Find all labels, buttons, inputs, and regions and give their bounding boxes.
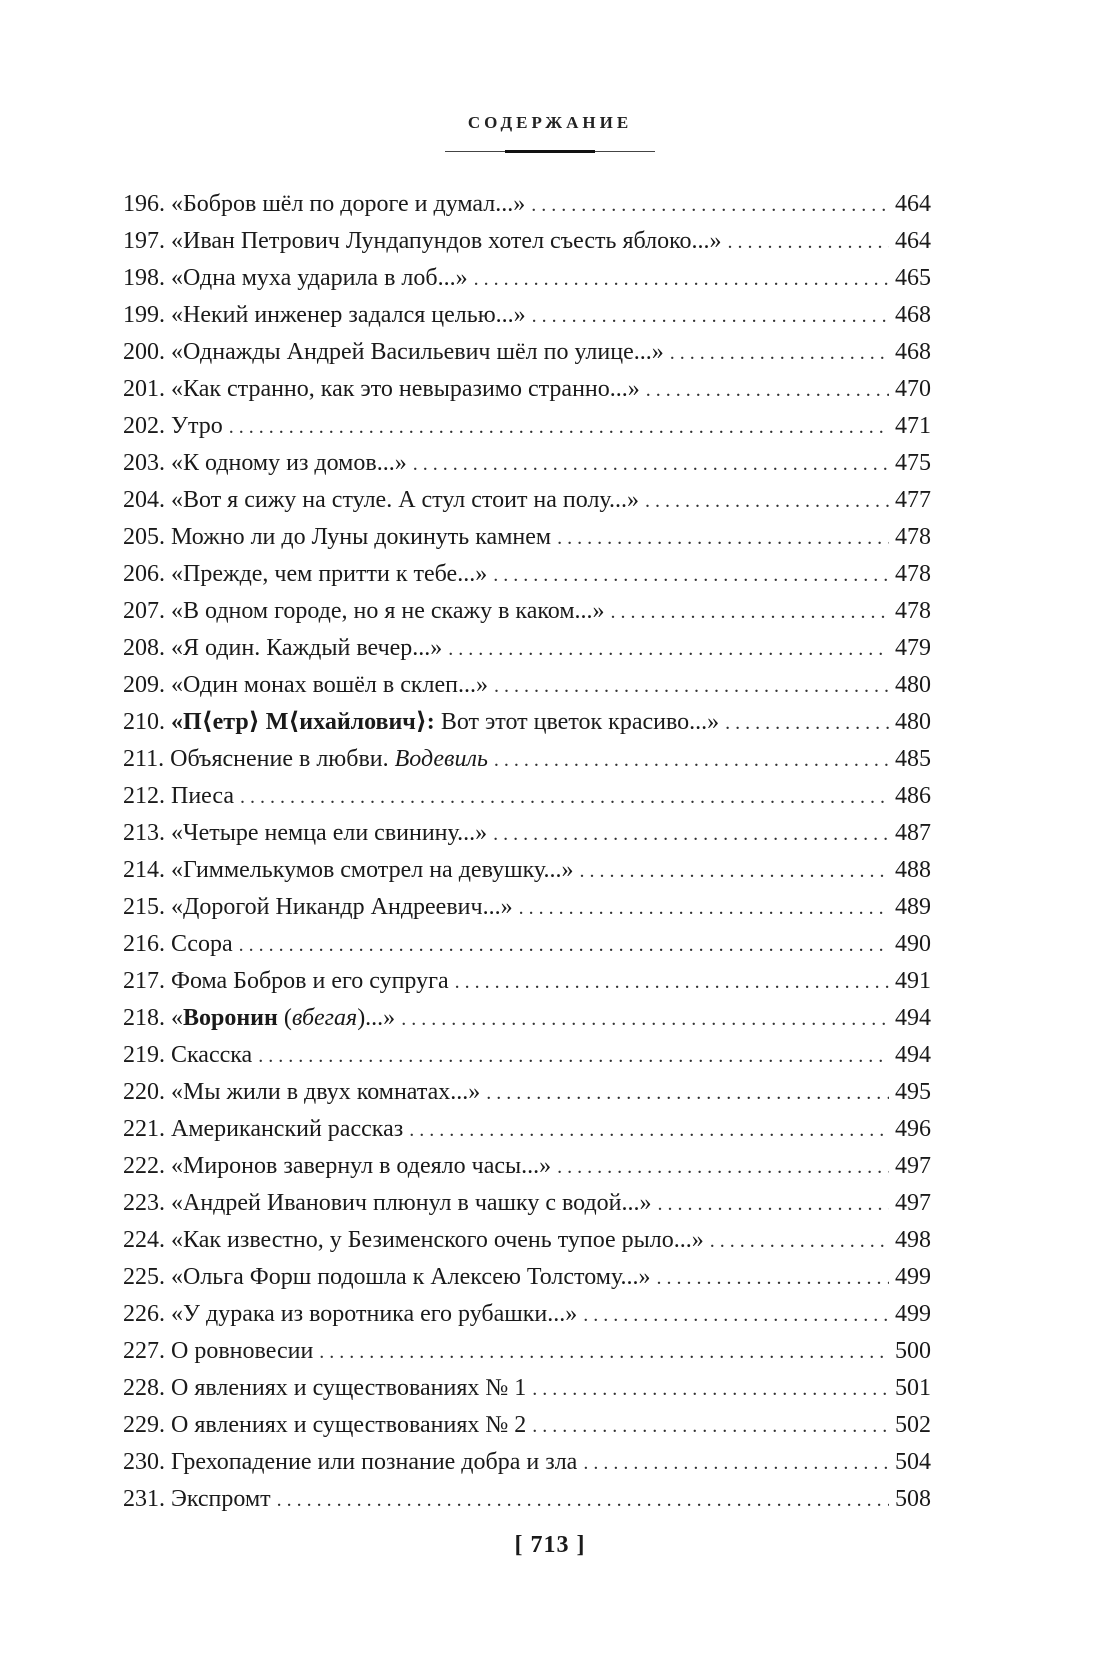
dot-leader bbox=[240, 779, 889, 816]
toc-entry[interactable] bbox=[123, 482, 931, 519]
toc-entry-number: 223. bbox=[123, 1190, 165, 1216]
toc-entry-title bbox=[171, 482, 639, 519]
toc-entry[interactable] bbox=[123, 408, 931, 445]
toc-entry-title-segment: О ровновесии bbox=[171, 1338, 314, 1364]
dot-leader bbox=[710, 1223, 889, 1260]
dot-leader bbox=[646, 372, 889, 409]
toc-entry-title-segment: «Однажды Андрей Васильевич шёл по улице...» bbox=[171, 339, 664, 365]
toc-entry-title bbox=[171, 297, 526, 334]
toc-entry-number: 230. bbox=[123, 1449, 165, 1475]
toc-entry-page: 489 bbox=[895, 894, 931, 920]
dot-leader bbox=[583, 1297, 889, 1334]
toc-entry-title-segment: «Вот я сижу на стуле. А стул стоит на полу...» bbox=[171, 487, 640, 513]
toc-entry-title bbox=[171, 1370, 526, 1407]
toc-entry-title bbox=[171, 408, 223, 445]
toc-entry-title-segment: «В одном городе, но я не скажу в каком...» bbox=[171, 598, 605, 624]
toc-entry-page: 501 bbox=[895, 1375, 931, 1401]
toc-entry-title bbox=[171, 630, 442, 667]
toc-entry-title-segment: «Миронов завернул в одеяло часы...» bbox=[171, 1153, 552, 1179]
toc-entry-page: 496 bbox=[895, 1116, 931, 1142]
toc-entry-title-segment: «Одна муха ударила в лоб...» bbox=[171, 265, 468, 291]
dot-leader bbox=[658, 1186, 889, 1223]
toc-entry[interactable] bbox=[123, 186, 931, 223]
toc-entry-title bbox=[171, 889, 513, 926]
toc-entry[interactable] bbox=[123, 852, 931, 889]
toc-entry-title bbox=[171, 926, 233, 963]
toc-entry-number: 231. bbox=[123, 1486, 165, 1512]
toc-entry-page: 477 bbox=[895, 487, 931, 513]
toc-entry-title bbox=[171, 778, 234, 815]
toc-entry-title-segment: Экспромт bbox=[171, 1486, 271, 1512]
toc-entry-title-segment: )...» bbox=[357, 1005, 396, 1031]
toc-entry[interactable] bbox=[123, 223, 931, 260]
toc-entry-title bbox=[171, 260, 468, 297]
toc-entry-title-segment: вбегая bbox=[291, 1005, 358, 1031]
toc-entry-title bbox=[171, 1407, 526, 1444]
toc-entry-title bbox=[171, 1259, 651, 1296]
toc-entry-page: 479 bbox=[895, 635, 931, 661]
toc-entry-title-segment: «Некий инженер задался целью...» bbox=[171, 302, 526, 328]
toc-entry-page: 464 bbox=[895, 228, 931, 254]
toc-entry-page: 504 bbox=[895, 1449, 931, 1475]
header-rule-thick bbox=[505, 150, 595, 153]
toc-entry-title-segment: Воронин bbox=[183, 1005, 278, 1031]
toc-entry-number: 226. bbox=[123, 1301, 165, 1327]
toc-entry[interactable] bbox=[123, 1185, 931, 1222]
toc-entry-title-segment: «Ольга Форш подошла к Алексею Толстому...» bbox=[171, 1264, 651, 1290]
dot-leader bbox=[239, 927, 889, 964]
toc-entry-page: 500 bbox=[895, 1338, 931, 1364]
toc-entry[interactable] bbox=[123, 519, 931, 556]
toc-entry-title bbox=[171, 667, 488, 704]
toc-entry-page: 508 bbox=[895, 1486, 931, 1512]
toc-entry-title-segment: «У дурака из воротника его рубашки...» bbox=[171, 1301, 578, 1327]
toc-entry-title-segment: Фома Бобров и его супруга bbox=[171, 968, 449, 994]
dot-leader bbox=[486, 1075, 889, 1112]
toc-entry-page: 478 bbox=[895, 598, 931, 624]
toc-entry-page: 499 bbox=[895, 1264, 931, 1290]
toc-entry-title bbox=[171, 556, 487, 593]
toc-entry[interactable] bbox=[123, 371, 931, 408]
toc-entry[interactable] bbox=[123, 1296, 931, 1333]
page-number: [ 713 ] bbox=[514, 1532, 586, 1558]
toc-entry-title-segment: Утро bbox=[171, 413, 223, 439]
toc-entry[interactable] bbox=[123, 1444, 931, 1481]
toc-entry-title bbox=[171, 1037, 252, 1074]
toc-entry-title-segment: «Прежде, чем притти к тебе...» bbox=[171, 561, 488, 587]
table-of-contents bbox=[123, 186, 931, 1518]
toc-entry[interactable] bbox=[123, 556, 931, 593]
dot-leader bbox=[455, 964, 889, 1001]
dot-leader bbox=[277, 1482, 889, 1519]
toc-entry-title-segment: «Я один. Каждый вечер...» bbox=[171, 635, 443, 661]
toc-entry-number: 225. bbox=[123, 1264, 165, 1290]
toc-entry-title bbox=[171, 1444, 577, 1481]
toc-entry-page: 480 bbox=[895, 672, 931, 698]
toc-entry-title bbox=[171, 1481, 271, 1518]
toc-entry[interactable] bbox=[123, 926, 931, 963]
toc-entry-title bbox=[171, 1185, 652, 1222]
dot-leader bbox=[645, 483, 889, 520]
toc-entry-title bbox=[171, 704, 719, 741]
toc-entry-title bbox=[171, 852, 573, 889]
toc-entry-title-segment: «Мы жили в двух комнатах...» bbox=[171, 1079, 481, 1105]
dot-leader bbox=[557, 1149, 889, 1186]
toc-entry[interactable] bbox=[123, 1407, 931, 1444]
toc-entry-title bbox=[171, 1333, 313, 1370]
toc-entry-title-segment: «Четыре немца ели свинину...» bbox=[171, 820, 488, 846]
toc-entry-page: 468 bbox=[895, 302, 931, 328]
toc-entry-title bbox=[170, 741, 488, 778]
toc-entry-page: 488 bbox=[895, 857, 931, 883]
toc-entry[interactable] bbox=[123, 704, 931, 741]
toc-entry[interactable] bbox=[123, 741, 931, 778]
toc-entry[interactable] bbox=[123, 334, 931, 371]
dot-leader bbox=[557, 520, 889, 557]
toc-entry-number: 229. bbox=[123, 1412, 165, 1438]
toc-entry-title bbox=[171, 1074, 480, 1111]
toc-entry-number: 197. bbox=[123, 228, 165, 254]
toc-entry-title-segment: «Дорогой Никандр Андреевич...» bbox=[171, 894, 513, 920]
toc-entry-title bbox=[171, 1296, 577, 1333]
toc-entry[interactable] bbox=[123, 1111, 931, 1148]
toc-entry-number: 221. bbox=[123, 1116, 165, 1142]
toc-entry[interactable] bbox=[123, 667, 931, 704]
dot-leader bbox=[670, 335, 889, 372]
toc-entry-title bbox=[171, 815, 487, 852]
toc-entry-page: 468 bbox=[895, 339, 931, 365]
toc-entry-number: 208. bbox=[123, 635, 165, 661]
toc-entry-page: 486 bbox=[895, 783, 931, 809]
toc-entry-title-segment: ( bbox=[277, 1005, 292, 1031]
toc-entry-page: 465 bbox=[895, 265, 931, 291]
toc-entry-title bbox=[171, 223, 722, 260]
toc-entry-title-segment: «К одному из домов...» bbox=[171, 450, 407, 476]
toc-entry-number: 206. bbox=[123, 561, 165, 587]
dot-leader bbox=[531, 187, 889, 224]
dot-leader bbox=[532, 1371, 889, 1408]
toc-entry[interactable] bbox=[123, 1222, 931, 1259]
toc-entry-number: 228. bbox=[123, 1375, 165, 1401]
toc-entry-number: 220. bbox=[123, 1079, 165, 1105]
toc-entry-page: 478 bbox=[895, 524, 931, 550]
dot-leader bbox=[657, 1260, 889, 1297]
dot-leader bbox=[413, 446, 889, 483]
toc-entry[interactable] bbox=[123, 1333, 931, 1370]
toc-entry[interactable] bbox=[123, 1000, 931, 1037]
dot-leader bbox=[229, 409, 889, 446]
toc-entry-title bbox=[171, 1222, 704, 1259]
toc-entry[interactable] bbox=[123, 963, 931, 1000]
toc-entry[interactable] bbox=[123, 1148, 931, 1185]
toc-entry-number: 214. bbox=[123, 857, 165, 883]
toc-entry-title bbox=[171, 1000, 395, 1037]
toc-entry-page: 491 bbox=[895, 968, 931, 994]
toc-entry-title-segment: Грехопадение или познание добра и зла bbox=[171, 1449, 578, 1475]
toc-entry-title bbox=[171, 963, 449, 1000]
dot-leader bbox=[583, 1445, 889, 1482]
toc-entry-page: 494 bbox=[895, 1042, 931, 1068]
toc-entry-number: 205. bbox=[123, 524, 165, 550]
dot-leader bbox=[532, 298, 889, 335]
toc-entry-page: 485 bbox=[895, 746, 931, 772]
dot-leader bbox=[493, 557, 889, 594]
toc-entry-page: 502 bbox=[895, 1412, 931, 1438]
toc-entry-number: 210. bbox=[123, 709, 165, 735]
toc-entry-number: 211. bbox=[123, 746, 165, 772]
toc-entry[interactable] bbox=[123, 297, 931, 334]
toc-entry-number: 209. bbox=[123, 672, 165, 698]
toc-entry-title bbox=[171, 186, 525, 223]
toc-entry[interactable] bbox=[123, 593, 931, 630]
toc-entry-title-segment: Можно ли до Луны докинуть камнем bbox=[171, 524, 552, 550]
toc-entry-page: 464 bbox=[895, 191, 931, 217]
toc-entry[interactable] bbox=[123, 1481, 931, 1518]
toc-entry-title bbox=[171, 445, 407, 482]
toc-entry-number: 224. bbox=[123, 1227, 165, 1253]
toc-entry-page: 499 bbox=[895, 1301, 931, 1327]
toc-entry-number: 203. bbox=[123, 450, 165, 476]
toc-entry-title-segment: «Как странно, как это невыразимо странно...» bbox=[171, 376, 640, 402]
toc-entry-page: 475 bbox=[895, 450, 931, 476]
toc-entry-title-segment: Скасска bbox=[171, 1042, 253, 1068]
toc-entry-title-segment: Водевиль bbox=[394, 746, 488, 772]
toc-entry-title-segment: Ссора bbox=[171, 931, 233, 957]
dot-leader bbox=[474, 261, 889, 298]
dot-leader bbox=[493, 816, 889, 853]
toc-entry-number: 196. bbox=[123, 191, 165, 217]
toc-entry[interactable] bbox=[123, 778, 931, 815]
toc-entry-title bbox=[171, 593, 605, 630]
toc-entry-title-segment: «П⟨етр⟩ М⟨ихайлович⟩: bbox=[171, 709, 435, 735]
toc-entry-number: 216. bbox=[123, 931, 165, 957]
dot-leader bbox=[258, 1038, 889, 1075]
toc-entry-page: 495 bbox=[895, 1079, 931, 1105]
dot-leader bbox=[494, 742, 889, 779]
header-rule bbox=[445, 147, 655, 155]
toc-entry-page: 494 bbox=[895, 1005, 931, 1031]
toc-entry-page: 480 bbox=[895, 709, 931, 735]
toc-entry-number: 212. bbox=[123, 783, 165, 809]
toc-entry-title bbox=[171, 371, 640, 408]
toc-entry[interactable] bbox=[123, 1037, 931, 1074]
toc-entry-title-segment: «Один монах вошёл в склеп...» bbox=[171, 672, 488, 698]
toc-entry-page: 487 bbox=[895, 820, 931, 846]
toc-entry-title bbox=[171, 1111, 403, 1148]
toc-entry-title-segment: О явлениях и существованиях № 1 bbox=[171, 1375, 527, 1401]
toc-entry-number: 199. bbox=[123, 302, 165, 328]
toc-entry-title bbox=[171, 519, 551, 556]
toc-entry-page: 498 bbox=[895, 1227, 931, 1253]
toc-entry[interactable] bbox=[123, 889, 931, 926]
toc-entry-title-segment: Пиеса bbox=[171, 783, 235, 809]
dot-leader bbox=[519, 890, 889, 927]
toc-entry-number: 215. bbox=[123, 894, 165, 920]
toc-entry-title-segment: Объяснение в любви. bbox=[170, 746, 395, 772]
toc-entry-number: 217. bbox=[123, 968, 165, 994]
dot-leader bbox=[728, 224, 889, 261]
toc-entry-title bbox=[171, 334, 664, 371]
toc-entry[interactable] bbox=[123, 260, 931, 297]
toc-entry-number: 207. bbox=[123, 598, 165, 624]
toc-entry-number: 227. bbox=[123, 1338, 165, 1364]
toc-entry-number: 222. bbox=[123, 1153, 165, 1179]
toc-entry[interactable] bbox=[123, 1074, 931, 1111]
dot-leader bbox=[401, 1001, 889, 1038]
dot-leader bbox=[494, 668, 889, 705]
toc-entry-title bbox=[171, 1148, 551, 1185]
running-title: СОДЕРЖАНИЕ bbox=[467, 113, 633, 132]
toc-entry[interactable] bbox=[123, 630, 931, 667]
toc-entry-page: 497 bbox=[895, 1190, 931, 1216]
toc-entry-number: 219. bbox=[123, 1042, 165, 1068]
toc-entry-number: 201. bbox=[123, 376, 165, 402]
toc-entry-page: 471 bbox=[895, 413, 931, 439]
dot-leader bbox=[319, 1334, 889, 1371]
dot-leader bbox=[448, 631, 889, 668]
toc-entry-title-segment: Американский рассказ bbox=[171, 1116, 404, 1142]
dot-leader bbox=[611, 594, 889, 631]
toc-entry-number: 218. bbox=[123, 1005, 165, 1031]
toc-entry-number: 213. bbox=[123, 820, 165, 846]
toc-entry-title-segment: «Андрей Иванович плюнул в чашку с водой...» bbox=[171, 1190, 652, 1216]
toc-entry-page: 478 bbox=[895, 561, 931, 587]
toc-entry-number: 204. bbox=[123, 487, 165, 513]
toc-entry-title-segment: О явлениях и существованиях № 2 bbox=[171, 1412, 527, 1438]
dot-leader bbox=[579, 853, 889, 890]
toc-entry-number: 198. bbox=[123, 265, 165, 291]
toc-entry[interactable] bbox=[123, 445, 931, 482]
toc-entry-title-segment: Вот этот цветок красиво...» bbox=[434, 709, 720, 735]
dot-leader bbox=[532, 1408, 889, 1445]
toc-entry-title-segment: « bbox=[171, 1005, 183, 1031]
toc-entry-title-segment: «Как известно, у Безименского очень тупое рыло...» bbox=[171, 1227, 704, 1253]
page-header bbox=[0, 113, 1100, 155]
toc-entry-page: 470 bbox=[895, 376, 931, 402]
toc-entry-number: 202. bbox=[123, 413, 165, 439]
toc-entry-page: 490 bbox=[895, 931, 931, 957]
toc-entry-title-segment: «Бобров шёл по дороге и думал...» bbox=[171, 191, 526, 217]
toc-entry[interactable] bbox=[123, 815, 931, 852]
dot-leader bbox=[409, 1112, 889, 1149]
dot-leader bbox=[725, 705, 889, 742]
toc-entry-number: 200. bbox=[123, 339, 165, 365]
toc-entry[interactable] bbox=[123, 1370, 931, 1407]
toc-entry-page: 497 bbox=[895, 1153, 931, 1179]
toc-entry-title-segment: «Иван Петрович Лундапундов хотел съесть яблоко...» bbox=[171, 228, 722, 254]
toc-entry[interactable] bbox=[123, 1259, 931, 1296]
toc-entry-title-segment: «Гиммелькумов смотрел на девушку...» bbox=[171, 857, 574, 883]
